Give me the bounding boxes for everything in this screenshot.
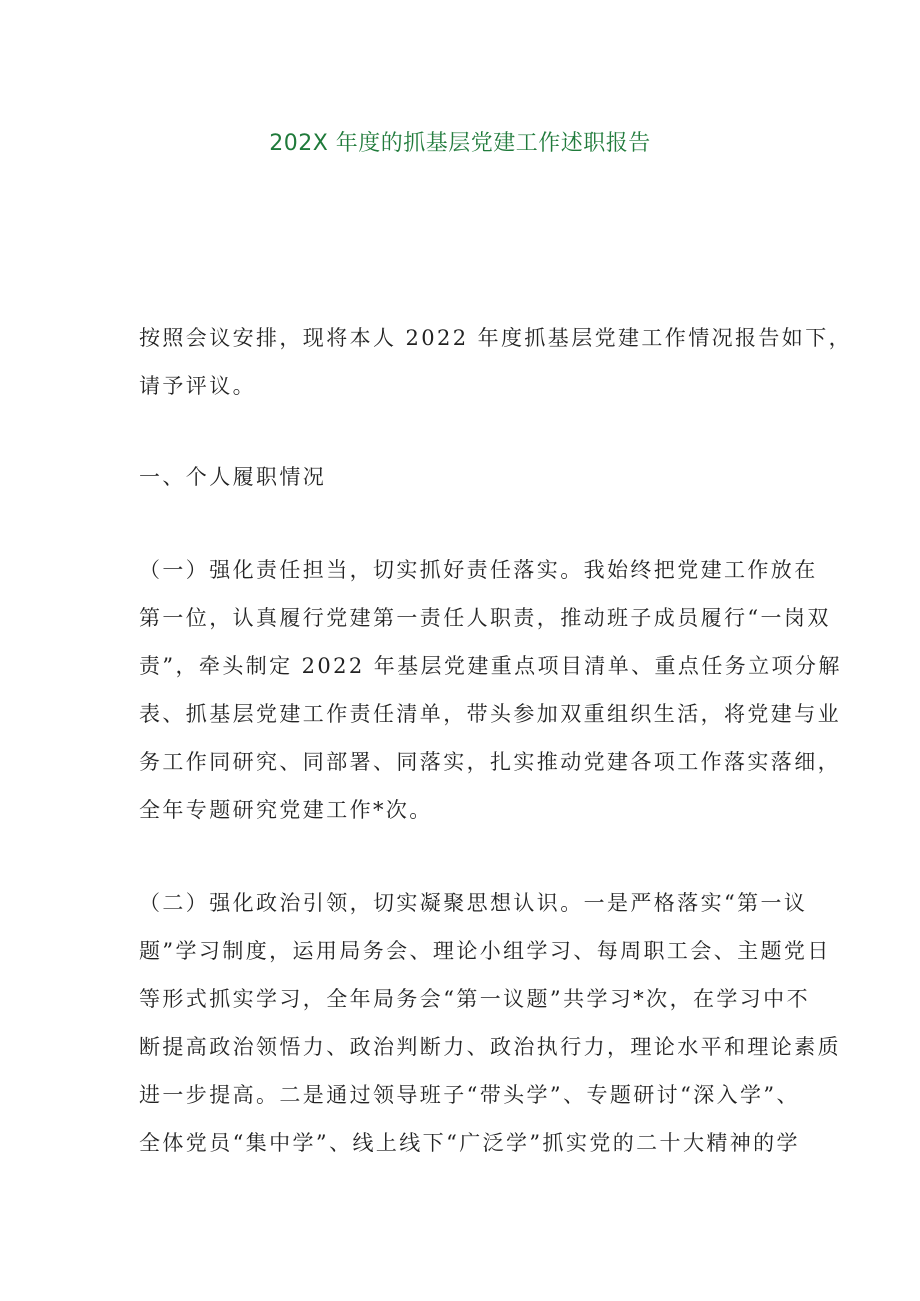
item-paragraph-2: [139, 879, 841, 1167]
text-line: 按照会议安排，现将本人 2022 年度抓基层党建工作情况报告如下，: [139, 326, 852, 350]
text-line: 表、抓基层党建工作责任清单，带头参加双重组织生活，将党建与业: [139, 702, 841, 726]
section-heading: [139, 453, 803, 501]
text-line: 全年专题研究党建工作*次。: [139, 798, 433, 822]
text-line: 断提高政治领悟力、政治判断力、政治执行力，理论水平和理论素质: [139, 1035, 841, 1059]
text-line: 务工作同研究、同部署、同落实，扎实推动党建各项工作落实落细，: [139, 750, 841, 774]
text-line: 第一位，认真履行党建第一责任人职责，推动班子成员履行“一岗双: [139, 606, 831, 630]
text-line: 等形式抓实学习，全年局务会“第一议题”共学习*次，在学习中不: [139, 987, 810, 1011]
section-heading-text: 一、个人履职情况: [139, 465, 327, 489]
text-line: 进一步提高。二是通过领导班子“带头学”、专题研讨“深入学”、: [139, 1083, 800, 1107]
text-line: （一）强化责任担当，切实抓好责任落实。我始终把党建工作放在: [139, 558, 818, 582]
text-line: 题”学习制度，运用局务会、理论小组学习、每周职工会、主题党日: [139, 939, 831, 963]
intro-paragraph: [139, 314, 852, 410]
text-line: 全体党员“集中学”、线上线下“广泛学”抓实党的二十大精神的学: [139, 1131, 800, 1155]
text-line: （二）强化政治引领，切实凝聚思想认识。一是严格落实“第一议: [139, 891, 808, 915]
item-paragraph-1: [139, 546, 842, 834]
text-line: 请予评议。: [139, 374, 256, 398]
document-title: 202X 年度的抓基层党建工作述职报告: [269, 131, 651, 156]
text-line: 责”，牵头制定 2022 年基层党建重点项目清单、重点任务立项分解: [139, 654, 842, 678]
